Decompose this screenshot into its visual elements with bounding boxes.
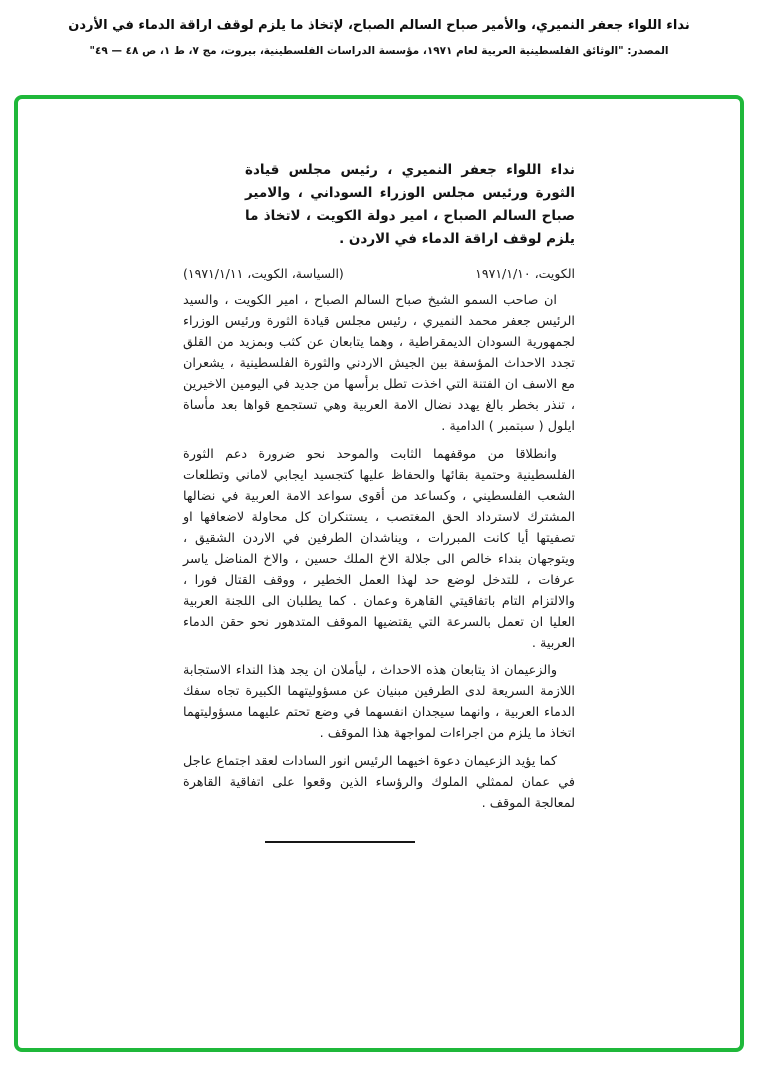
- page-header-title: نداء اللواء جعفر النميري، والأمير صباح السالم الصباح، لإتخاذ ما يلزم لوقف اراقة الدماء في الأردن: [68, 18, 690, 33]
- page-header-source: المصدر: "الوثائق الفلسطينية العربية لعام ١٩٧١، مؤسسة الدراسات الفلسطينية، بيروت، مج ٧، ط ١، ص ٤٨ — ٤٩": [89, 44, 669, 57]
- page-header: [0, 0, 758, 57]
- document-page: [183, 159, 575, 843]
- paragraph: ان صاحب السمو الشيخ صباح السالم الصباح ، امير الكويت ، والسيد الرئيس جعفر محمد النميري ، رئيس مجلس قيادة الثورة ورئيس الوزراء لجمهورية السودان الديمقراطية ، وهما يتابعان عن كثب وبمزيد من القلق تجدد الاحداث المؤسفة بين الجيش الاردني والثورة الفلسطينية ، يشعران مع الاسف ان الفتنة التي اخذت تطل برأسها من جديد في اليومين الاخيرين ، تنذر بخطر بالغ يهدد نضال الامة العربية وهي تستجمع قواها بعد مأساة ايلول ( سبتمبر ) الدامية .: [183, 292, 575, 434]
- dateline-place-date: الكويت، ١٩٧١/١/١٠: [475, 265, 575, 281]
- paragraph: كما يؤيد الزعيمان دعوة اخيهما الرئيس انور السادات لعقد اجتماع عاجل في عمان لممثلي الملوك والرؤساء الذين وقعوا على اتفاقية القاهرة لمعالجة الموقف .: [183, 754, 575, 812]
- dateline: [183, 266, 575, 281]
- paragraph: والزعيمان اذ يتابعان هذه الاحداث ، ليأملان ان يجد هذا النداء الاستجابة اللازمة السريعة لدى الطرفين مبنيان عن مسؤوليتهما الكبيرة تجاه سفك الدماء العربية ، وانهما سيجدان انفسهما في وضع تحتم عليهما مسؤوليتهما اتخاذ ما يلزم من اجراءات لمواجهة هذا الموقف .: [183, 663, 575, 742]
- dateline-publication: (السياسة، الكويت، ١٩٧١/١/١١): [183, 265, 344, 281]
- document-title: نداء اللواء جعفر النميري ، رئيس مجلس قيادة الثورة ورئيس مجلس الوزراء السوداني ، والامير صباح السالم الصباح ، امير دولة الكويت ، لاتخاذ ما يلزم لوقف اراقة الدماء في الاردن .: [245, 162, 575, 247]
- end-divider: [265, 841, 415, 843]
- document-frame: [14, 95, 744, 1052]
- paragraph: وانطلاقا من موقفهما الثابت والموحد نحو ضرورة دعم الثورة الفلسطينية وحتمية بقائها والحفاظ عليها كتجسيد ايجابي لاماني وتطلعات الشعب الفلسطيني ، وكساعد من أقوى سواعد الامة العربية في نضالها المشترك لاسترداد الحق المغتصب ، يستنكران كل محاولة لاضعافها او تصفيتها أيا كانت المبررات ، ويناشدان الطرفين في الاردن الشقيق ، ويتوجهان بنداء خالص الى جلالة الاخ الملك حسين ، والاخ المناضل ياسر عرفات ، للتدخل لوضع حد لهذا العمل الخطير ، ووقف القتال فورا ، والالتزام التام باتفاقيتي القاهرة وعمان . كما يطلبان الى اللجنة العربية العليا ان تعمل بالسرعة التي يقتضيها الموقف المتدهور نحو حقن الدماء العربية .: [183, 446, 575, 651]
- document-body: [183, 291, 575, 816]
